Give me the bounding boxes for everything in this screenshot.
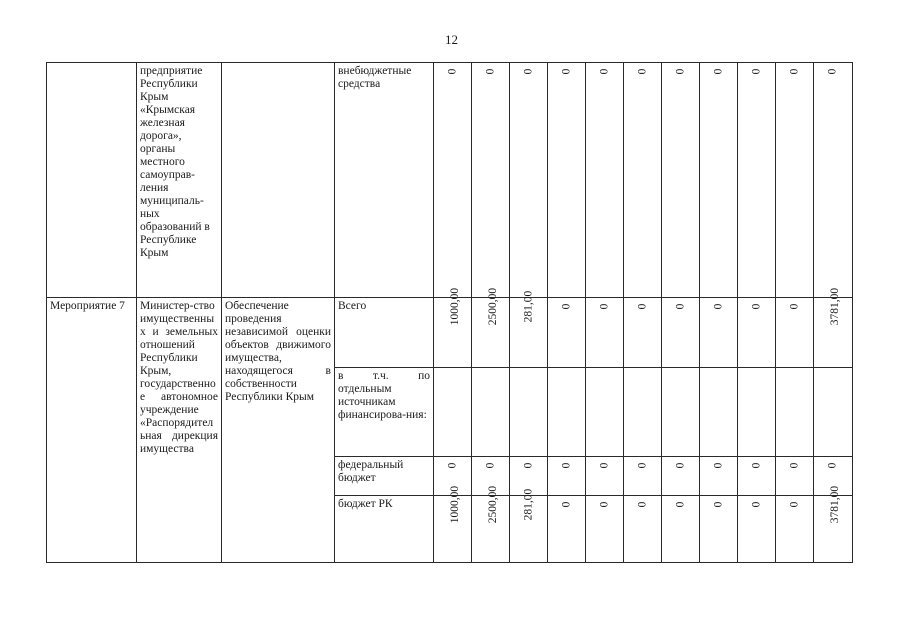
value-cell: 1000,00 <box>434 298 472 368</box>
value-cell: 0 <box>510 457 548 496</box>
value-cell: 0 <box>624 298 662 368</box>
value-cell <box>434 368 472 457</box>
value-cell: 0 <box>548 298 586 368</box>
value-cell: 0 <box>434 457 472 496</box>
value-cell: 3781,00 <box>814 298 853 368</box>
value-cell: 0 <box>624 457 662 496</box>
value-cell: 2500,00 <box>472 298 510 368</box>
value-cell <box>814 368 853 457</box>
value-cell: 0 <box>586 496 624 563</box>
funding-source-cell: Всего <box>335 298 434 368</box>
value-cell: 0 <box>662 63 700 298</box>
value-cell: 2500,00 <box>472 496 510 563</box>
funding-source-cell: в т.ч. по отдельным источникам финансирова-ния: <box>335 368 434 457</box>
executor-cell: предприятие Республики Крым «Крымская железная дорога», органы местного самоуправ-ления муниципаль-ных образований в Республике Крым <box>137 63 222 298</box>
funding-source-cell: внебюджетные средства <box>335 63 434 298</box>
executor-cell: Министер-ство имущественных и земельных отношений Республики Крым, государственное автономное учреждение «Распорядительная дирекция имущества <box>137 298 222 563</box>
value-cell: 0 <box>738 496 776 563</box>
value-cell <box>738 368 776 457</box>
value-cell: 0 <box>776 63 814 298</box>
value-cell: 0 <box>776 298 814 368</box>
budget-table <box>46 62 853 563</box>
value-cell: 0 <box>624 63 662 298</box>
value-cell: 0 <box>700 496 738 563</box>
value-cell: 0 <box>700 298 738 368</box>
value-cell <box>624 368 662 457</box>
page-number: 12 <box>445 32 458 47</box>
value-cell: 0 <box>814 457 853 496</box>
value-cell <box>472 368 510 457</box>
value-cell: 0 <box>586 63 624 298</box>
value-cell: 0 <box>586 298 624 368</box>
value-cell: 0 <box>814 63 853 298</box>
goal-cell <box>222 63 335 298</box>
value-cell <box>662 368 700 457</box>
goal-cell: Обеспечение проведения независимой оценки объектов движимого имущества, находящегося в собственности Республики Крым <box>222 298 335 563</box>
continuation-row <box>47 63 853 298</box>
value-cell: 281,00 <box>510 496 548 563</box>
measure-row-total <box>47 298 853 368</box>
value-cell: 0 <box>700 457 738 496</box>
value-cell: 0 <box>548 63 586 298</box>
value-cell: 0 <box>738 298 776 368</box>
value-cell: 0 <box>662 496 700 563</box>
value-cell <box>586 368 624 457</box>
value-cell <box>510 368 548 457</box>
value-cell: 0 <box>776 496 814 563</box>
measure-name-cell <box>47 63 137 298</box>
value-cell: 0 <box>510 63 548 298</box>
value-cell: 0 <box>472 457 510 496</box>
value-cell: 0 <box>548 457 586 496</box>
value-cell: 0 <box>700 63 738 298</box>
value-cell: 3781,00 <box>814 496 853 563</box>
value-cell: 0 <box>662 457 700 496</box>
value-cell: 0 <box>586 457 624 496</box>
value-cell <box>776 368 814 457</box>
funding-source-cell: бюджет РК <box>335 496 434 563</box>
value-cell: 1000,00 <box>434 496 472 563</box>
value-cell: 0 <box>738 457 776 496</box>
value-cell: 0 <box>624 496 662 563</box>
value-cell: 0 <box>776 457 814 496</box>
measure-name-cell: Мероприятие 7 <box>47 298 137 563</box>
value-cell: 281,00 <box>510 298 548 368</box>
value-cell: 0 <box>548 496 586 563</box>
value-cell: 0 <box>662 298 700 368</box>
value-cell: 0 <box>738 63 776 298</box>
value-cell: 0 <box>472 63 510 298</box>
funding-source-cell: федеральный бюджет <box>335 457 434 496</box>
value-cell <box>700 368 738 457</box>
value-cell: 0 <box>434 63 472 298</box>
value-cell <box>548 368 586 457</box>
